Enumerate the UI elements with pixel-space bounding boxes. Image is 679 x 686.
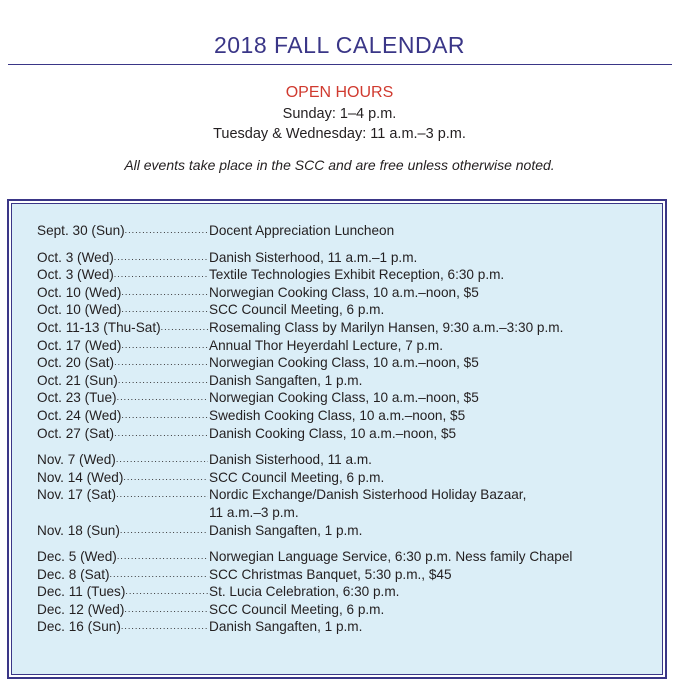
event-date-cell (37, 451, 208, 469)
month-separator (37, 442, 647, 451)
event-description: Norwegian Cooking Class, 10 a.m.–noon, $5 (209, 355, 479, 371)
dot-leader (161, 319, 208, 337)
event-date: Oct. 24 (Wed) (37, 407, 122, 423)
event-date-cell (37, 301, 208, 319)
event-description: SCC Council Meeting, 6 p.m. (209, 469, 385, 485)
event-date: Oct. 27 (Sat) (37, 425, 115, 441)
open-hours-sunday: Sunday: 1–4 p.m. (282, 106, 397, 122)
title-divider (8, 64, 672, 65)
event-date: Dec. 8 (Sat) (37, 566, 110, 582)
event-date-cell (37, 548, 208, 566)
event-date-cell (37, 266, 208, 284)
event-description: Nordic Exchange/Danish Sisterhood Holiday Bazaar, (209, 487, 527, 503)
event-description: SCC Christmas Banquet, 5:30 p.m., $45 (209, 566, 452, 582)
event-description: Danish Sangaften, 1 p.m. (209, 619, 363, 635)
event-row (37, 407, 647, 425)
event-description: Danish Sangaften, 1 p.m. (209, 372, 363, 388)
event-date: Oct. 23 (Tue) (37, 390, 117, 406)
dot-leader (120, 522, 208, 540)
event-row (37, 469, 647, 487)
event-row (37, 284, 647, 302)
event-date: Nov. 7 (Wed) (37, 452, 116, 468)
event-list (37, 222, 647, 636)
dot-leader (121, 284, 208, 302)
event-row (37, 522, 647, 540)
event-row (37, 389, 647, 407)
event-row (37, 583, 647, 601)
event-date: Oct. 3 (Wed) (37, 267, 114, 283)
events-note: All events take place in the SCC and are free unless otherwise noted. (124, 157, 555, 173)
dot-leader (121, 407, 208, 425)
event-row (37, 337, 647, 355)
event-description: Norwegian Language Service, 6:30 p.m. Ness family Chapel (209, 549, 573, 565)
month-separator (37, 240, 647, 249)
dot-leader (125, 222, 208, 240)
event-row (37, 266, 647, 284)
event-row (37, 319, 647, 337)
calendar-panel (11, 203, 663, 675)
event-date: Dec. 5 (Wed) (37, 549, 117, 565)
dot-leader (114, 354, 208, 372)
event-date: Dec. 11 (Tues) (37, 584, 126, 600)
event-row (37, 354, 647, 372)
event-description: Danish Sisterhood, 11 a.m.–1 p.m. (209, 249, 418, 265)
dot-leader (121, 337, 208, 355)
event-date: Oct. 10 (Wed) (37, 302, 122, 318)
event-description: SCC Council Meeting, 6 p.m. (209, 601, 385, 617)
event-row (37, 372, 647, 390)
event-date: Oct. 17 (Wed) (37, 337, 122, 353)
event-date-cell (37, 469, 208, 487)
event-description: Danish Sisterhood, 11 a.m. (209, 452, 372, 468)
event-row (37, 301, 647, 319)
dot-leader (110, 566, 208, 584)
dot-leader (117, 389, 208, 407)
event-date: Dec. 16 (Sun) (37, 619, 121, 635)
event-date: Oct. 21 (Sun) (37, 372, 118, 388)
event-date-cell (37, 337, 208, 355)
event-description: Norwegian Cooking Class, 10 a.m.–noon, $5 (209, 390, 479, 406)
event-row (37, 249, 647, 267)
event-description: Danish Sangaften, 1 p.m. (209, 522, 363, 538)
event-description: Docent Appreciation Luncheon (209, 223, 395, 238)
dot-leader (121, 618, 208, 636)
event-date-cell (37, 486, 208, 504)
event-description: Danish Cooking Class, 10 a.m.–noon, $5 (209, 425, 457, 441)
event-description: Annual Thor Heyerdahl Lecture, 7 p.m. (209, 337, 443, 353)
dot-leader (124, 601, 208, 619)
month-separator (37, 539, 647, 548)
dot-leader (114, 425, 208, 443)
event-date: Oct. 10 (Wed) (37, 284, 122, 300)
event-row (37, 566, 647, 584)
calendar-box (7, 199, 667, 679)
event-date: Nov. 18 (Sun) (37, 522, 120, 538)
event-row (37, 451, 647, 469)
open-hours-heading: OPEN HOURS (285, 84, 394, 101)
event-date-cell (37, 425, 208, 443)
event-date: Nov. 14 (Wed) (37, 469, 124, 485)
dot-leader (125, 583, 208, 601)
event-description: Swedish Cooking Class, 10 a.m.–noon, $5 (209, 407, 466, 423)
event-date: Sept. 30 (Sun) (37, 223, 125, 238)
event-date-cell (37, 222, 208, 240)
event-date-cell (37, 372, 208, 390)
event-date: Oct. 3 (Wed) (37, 249, 114, 265)
open-hours-weekday: Tuesday & Wednesday: 11 a.m.–3 p.m. (213, 126, 466, 142)
dot-leader (114, 249, 208, 267)
event-date: Dec. 12 (Wed) (37, 601, 125, 617)
event-description: Norwegian Cooking Class, 10 a.m.–noon, $5 (209, 284, 479, 300)
event-row (37, 222, 647, 240)
dot-leader (123, 469, 208, 487)
event-row (37, 548, 647, 566)
event-row (37, 486, 647, 504)
event-date-cell (37, 319, 208, 337)
event-date-cell (37, 354, 208, 372)
event-description: Rosemaling Class by Marilyn Hansen, 9:30 a.m.–3:30 p.m. (209, 319, 564, 335)
event-date: Oct. 20 (Sat) (37, 355, 115, 371)
dot-leader (117, 548, 208, 566)
event-description: St. Lucia Celebration, 6:30 p.m. (209, 584, 400, 600)
event-date-cell (37, 566, 208, 584)
dot-leader (116, 486, 208, 504)
event-description: SCC Council Meeting, 6 p.m. (209, 302, 385, 318)
event-date-cell (37, 618, 208, 636)
event-description: Textile Technologies Exhibit Reception, 6:30 p.m. (209, 267, 505, 283)
event-date-cell (37, 522, 208, 540)
page-title: 2018 FALL CALENDAR (213, 32, 466, 58)
event-date-cell (37, 583, 208, 601)
event-row (37, 601, 647, 619)
event-date-cell (37, 407, 208, 425)
dot-leader (121, 301, 208, 319)
event-date: Nov. 17 (Sat) (37, 487, 117, 503)
event-row (37, 425, 647, 443)
event-row (37, 618, 647, 636)
dot-leader (116, 451, 208, 469)
event-date-cell (37, 389, 208, 407)
dot-leader (118, 372, 208, 390)
event-date: Oct. 11-13 (Thu-Sat) (37, 319, 161, 335)
event-date-cell (37, 284, 208, 302)
event-date-cell (37, 601, 208, 619)
event-date-cell (37, 249, 208, 267)
event-description-continuation: 11 a.m.–3 p.m. (209, 504, 299, 520)
dot-leader (114, 266, 208, 284)
